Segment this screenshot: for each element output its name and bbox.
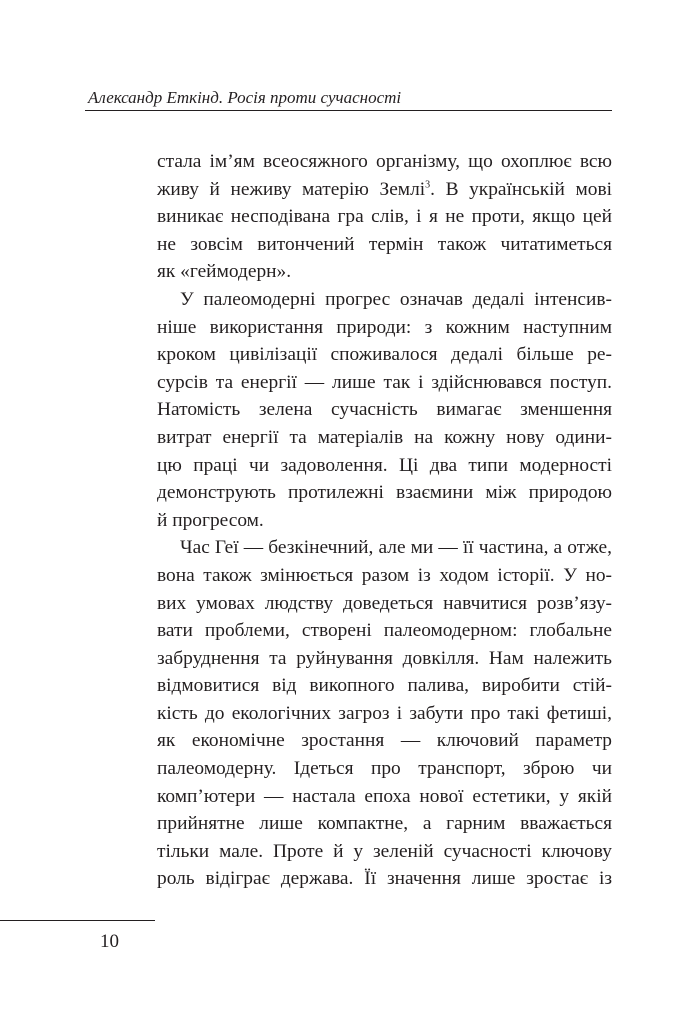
text-line: забруднення та руйнування довкілля. Нам належить xyxy=(157,647,612,669)
text-line xyxy=(157,176,612,204)
text-line: ніше використання природи: з кожним наступним xyxy=(157,316,612,338)
text-line: комп’ютери — настала епоха нової естетики, у якій xyxy=(157,785,612,807)
text-line: виникає несподівана гра слів, і я не проти, якщо цей xyxy=(157,206,612,228)
text-line: як «геймодерн». xyxy=(157,261,292,283)
running-header: Александр Еткінд. Росія проти сучасності xyxy=(88,88,402,107)
text-line: стала ім’ям всеосяжного організму, що охоплює всю xyxy=(157,151,612,172)
text-line: Час Геї — безкінечний, але ми — її частина, а отже, xyxy=(180,537,612,559)
footer-rule xyxy=(0,920,155,921)
text-line: цю праці чи задоволення. Ці два типи модерності xyxy=(157,454,612,476)
text-line: палеомодерну. Ідеться про транспорт, зброю чи xyxy=(157,758,612,780)
text-line: вати проблеми, створені палеомодерном: глобальне xyxy=(157,620,612,642)
text-line: кість до екологічних загроз і забути про такі фетиші, xyxy=(157,702,612,724)
text-line: й прогресом. xyxy=(157,509,264,531)
footnote-ref[interactable]: 3 xyxy=(425,179,431,191)
text-line: відмовитися від викопного палива, виробити стій- xyxy=(157,675,612,697)
text-line: витрат енергії та матеріалів на кожну нову одини- xyxy=(157,426,612,448)
text-line: як економічне зростання — ключовий параметр xyxy=(157,730,612,752)
page-number: 10 xyxy=(100,931,119,952)
text-fragment: . В українській мові xyxy=(430,178,612,200)
text-line: вих умовах людству доведеться навчитися розв’язу- xyxy=(157,592,612,614)
text-line: кроком цивілізації споживалося дедалі більше ре- xyxy=(157,344,612,366)
text-line: вона також змінюється разом із ходом історії. У но- xyxy=(157,564,612,586)
text-line: У палеомодерні прогрес означав дедалі інтенсив- xyxy=(180,288,612,310)
text-line: прийнятне лише компактне, а гарним вважається xyxy=(157,813,612,835)
text-line: тільки мале. Проте й у зеленій сучасності ключову xyxy=(157,840,612,862)
body-text xyxy=(157,148,612,893)
text-line: не зовсім витончений термін також читатиметься xyxy=(157,233,612,255)
text-line: демонструють протилежні взаємини між природою xyxy=(157,482,612,504)
text-line: роль відіграє держава. Її значення лише зростає із xyxy=(157,868,612,890)
text-line: сурсів та енергії — лише так і здійснювався поступ. xyxy=(157,371,612,393)
text-line: Натомість зелена сучасність вимагає зменшення xyxy=(157,399,612,421)
header-rule xyxy=(85,110,612,111)
text-fragment: живу й неживу матерію Землі xyxy=(157,178,426,200)
